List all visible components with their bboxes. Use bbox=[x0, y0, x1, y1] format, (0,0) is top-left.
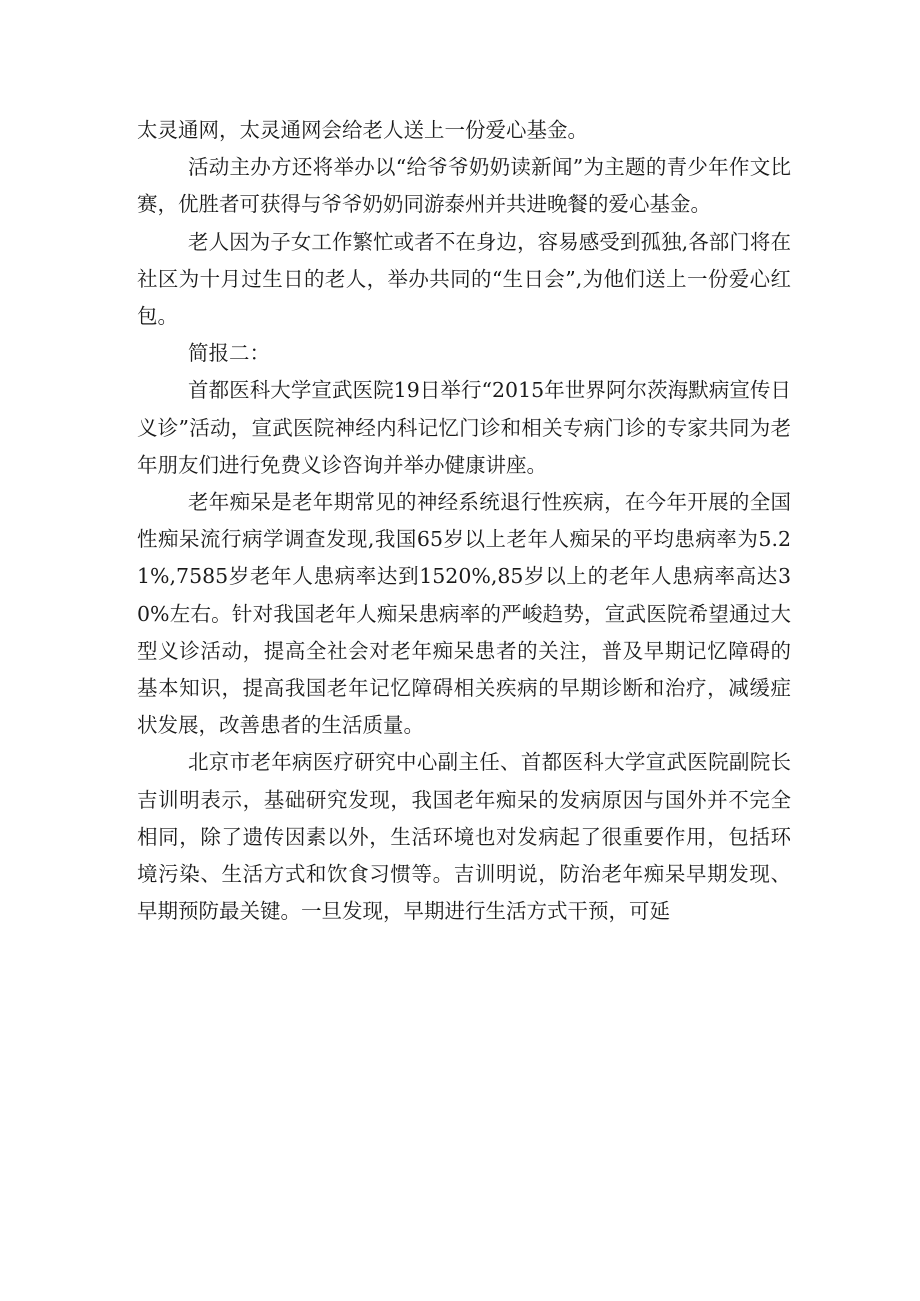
paragraph-birthday-party: 老人因为子女工作繁忙或者不在身边，容易感受到孤独,各部门将在社区为十月过生日的老人，举办共同的“生日会”,为他们送上一份爱心红包。 bbox=[137, 229, 791, 329]
section-heading-brief-two: 简报二： bbox=[188, 341, 270, 366]
paragraph-essay-contest: 活动主办方还将举办以“给爷爷奶奶读新闻”为主题的青少年作文比赛，优胜者可获得与爷爷奶奶同游泰州并共进晚餐的爱心基金。 bbox=[137, 155, 791, 217]
paragraph-expert-statement: 北京市老年病医疗研究中心副主任、首都医科大学宣武医院副院长吉训明表示，基础研究发现，我国老年痴呆的发病原因与国外并不完全相同，除了遗传因素以外，生活环境也对发病起了很重要作用，包括环境污染、生活方式和饮食习惯等。吉训明说，防治老年痴呆早期发现、早期预防最关键。一旦发现，早期进行生活方式干预，可延 bbox=[137, 750, 791, 924]
paragraph-dementia-statistics: 老年痴呆是老年期常见的神经系统退行性疾病，在今年开展的全国性痴呆流行病学调查发现,我国65岁以上老年人痴呆的平均患病率为5.21%,7585岁老年人患病率达到1520%,85岁以上的老年人患病率高达30%左右。针对我国老年人痴呆患病率的严峻趋势，宣武医院希望通过大型义诊活动，提高全社会对老年痴呆患者的关注，普及早期记忆障碍的基本知识，提高我国老年记忆障碍相关疾病的早期诊断和治疗，减缓症状发展，改善患者的生活质量。 bbox=[137, 490, 791, 738]
document-body bbox=[137, 112, 791, 930]
paragraph-clinic-event: 首都医科大学宣武医院19日举行“2015年世界阿尔茨海默病宣传日义诊”活动，宣武医院神经内科记忆门诊和相关专病门诊的专家共同为老年朋友们进行免费义诊咨询并举办健康讲座。 bbox=[137, 378, 791, 477]
paragraph-continuation: 太灵通网，太灵通网会给老人送上一份爱心基金。 bbox=[137, 118, 588, 142]
